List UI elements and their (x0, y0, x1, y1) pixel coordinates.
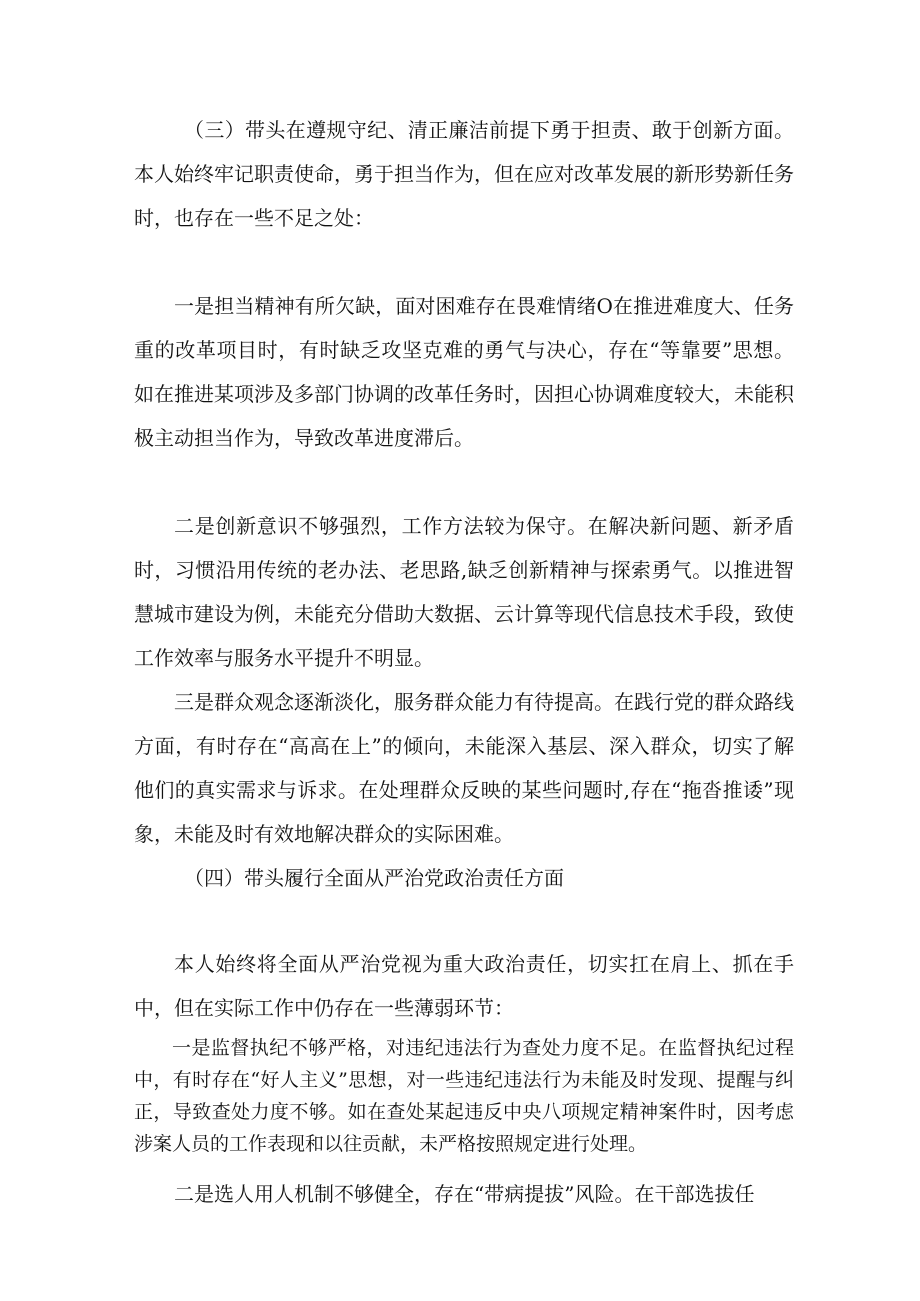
paragraph-point-5: 二是选人用人机制不够健全，存在“带病提拔”风险。在干部选拔任 (174, 1182, 755, 1206)
paragraph-section-three: （三）带头在遵规守纪、清正廉洁前提下勇于担责、敢于创新方面。本人始终牢记职责使命，勇于担当作为，但在应对改革发展的新形势新任务时，也存在一些不足之处： (134, 118, 794, 230)
paragraph-intro-four: 本人始终将全面从严治党视为重大政治责任，切实扛在肩上、抓在手中，但在实际工作中仍存在一些薄弱环节： (134, 952, 794, 1020)
paragraph-point-1: 一是担当精神有所欠缺，面对困难存在畏难情绪O在推进难度大、任务重的改革项目时，有时缺乏攻坚克难的勇气与决心，存在“等靠要”思想。如在推进某项涉及多部门协调的改革任务时，因担心协调难度较大，未能积极主动担当作为，导致改革进度滞后。 (134, 294, 794, 450)
paragraph-point-2: 二是创新意识不够强烈，工作方法较为保守。在解决新问题、新矛盾时，习惯沿用传统的老办法、老思路,缺乏创新精神与探索勇气。以推进智慧城市建设为例，未能充分借助大数据、云计算等现代信息技术手段，致使工作效率与服务水平提升不明显。 (134, 514, 794, 670)
paragraph-point-3: 三是群众观念逐渐淡化，服务群众能力有待提高。在践行党的群众路线方面，有时存在“高高在上”的倾向，未能深入基层、深入群众，切实了解他们的真实需求与诉求。在处理群众反映的某些问题时,存在“拖沓推诿”现象，未能及时有效地解决群众的实际困难。 (134, 690, 794, 846)
paragraph-point-4: 一是监督执纪不够严格，对违纪违法行为查处力度不足。在监督执纪过程中，有时存在“好人主义”思想，对一些违纪违法行为未能及时发现、提醒与纠正，导致查处力度不够。如在查处某起违反中央八项规定精神案件时，因考虑涉案人员的工作表现和以往贡献，未严格按照规定进行处理。 (134, 1037, 794, 1155)
paragraph-section-four: （四）带头履行全面从严治党政治责任方面 (184, 866, 564, 890)
